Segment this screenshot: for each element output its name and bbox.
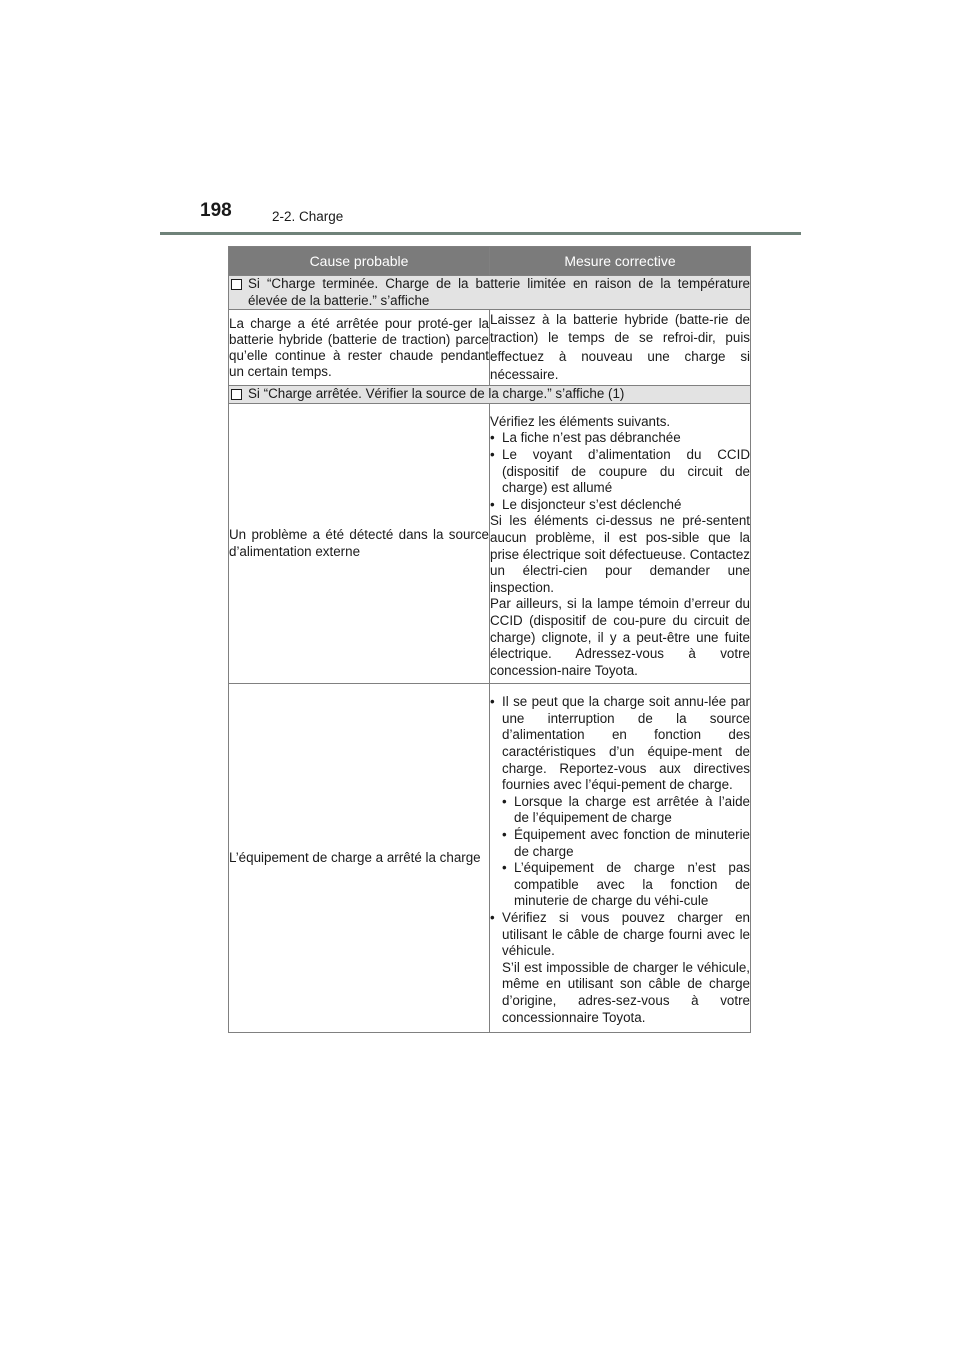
cause-cell: Un problème a été détecté dans la source d’alimentation externe — [229, 403, 490, 684]
remedy-cell — [490, 684, 751, 1033]
remedy-cell — [490, 403, 751, 684]
cause-cell: La charge a été arrêtée pour proté-ger la batterie hybride (batterie de traction) parce qu’elle continue à rester chaude pendant un certain temps. — [229, 310, 490, 386]
cause-cell: L’équipement de charge a arrêté la charge — [229, 684, 490, 1033]
bullet-mark: • — [502, 860, 507, 876]
sub-list — [490, 794, 750, 910]
bullet-mark: • — [502, 827, 507, 843]
page-number: 198 — [200, 200, 232, 221]
bullet-mark: • — [490, 910, 495, 925]
bullet-mark: • — [490, 496, 495, 512]
condition-text: Si “Charge arrêtée. Vérifier la source de la charge.” s’affiche (1) — [248, 386, 625, 402]
condition-row — [229, 386, 751, 404]
list-item: • Le voyant d’alimentation du CCID (dispositif de coupure du circuit de charge) est allumé — [490, 446, 750, 496]
remedy-cell: Laissez à la batterie hybride (batte-rie de traction) le temps de se refroi-dir, puis effectuez à nouveau une charge si nécessaire. — [490, 310, 751, 386]
table-row — [229, 403, 751, 684]
remedy-intro: Vérifiez les éléments suivants. — [490, 413, 671, 429]
column-header-cause: Cause probable — [229, 247, 490, 276]
header-rule — [160, 232, 801, 235]
bullet-mark: • — [490, 430, 495, 446]
table-row — [229, 310, 751, 386]
list-item: • Équipement avec fonction de minuterie de charge — [502, 827, 750, 859]
table-row — [229, 684, 751, 1033]
condition-row — [229, 276, 751, 310]
section-title: 2-2. Charge — [272, 209, 344, 224]
table-header-row — [229, 247, 751, 276]
bullet-mark: • — [490, 694, 495, 710]
bullet-mark: • — [502, 793, 507, 809]
list-item: • Le disjoncteur s’est déclenché — [490, 496, 682, 512]
column-header-remedy: Mesure corrective — [490, 247, 751, 276]
list-item: • Lorsque la charge est arrêtée à l’aide de l’équipement de charge — [502, 793, 750, 826]
remedy-paragraph: S’il est impossible de charger le véhicule, même en utilisant son câble de charge d’origine, adres-sez-vous à votre concessionnaire Toyota. — [502, 959, 750, 1025]
bullet-mark: • — [490, 446, 495, 462]
list-item: • Il se peut que la charge soit annu-lée par une interruption de la source d’alimentation en fonction des caractéristiques d’un équipe-ment de charge. Reportez-vous aux directives fournies avec l’équi-pement de charge. — [490, 694, 750, 793]
checkbox-icon — [231, 279, 242, 290]
condition-cell — [229, 276, 751, 310]
list-item: • Vérifiez si vous pouvez charger en utilisant le câble de charge fourni avec le véhicule. — [490, 910, 750, 959]
remedy-paragraph: Si les éléments ci-dessus ne pré-sentent aucun problème, il est pos-sible que la prise électrique soit défectueuse. Contactez un électri-cien pour demander une inspection. — [490, 513, 750, 595]
checkbox-icon — [231, 389, 242, 400]
condition-text: Si “Charge terminée. Charge de la batterie limitée en raison de la température élevée de la batterie.” s’affiche — [248, 276, 750, 308]
list-item: • L’équipement de charge n’est pas compatible avec la fonction de minuterie de charge du véhi-cule — [502, 860, 750, 909]
list-item: • La fiche n’est pas débranchée — [490, 430, 681, 446]
condition-cell — [229, 386, 751, 404]
troubleshooting-table — [228, 246, 751, 1033]
remedy-paragraph: Par ailleurs, si la lampe témoin d’erreur du CCID (dispositif de cou-pure du circuit de charge) clignote, il y a peut-être une fuite électrique. Adressez-vous à votre concession-naire Toyota. — [490, 596, 750, 678]
